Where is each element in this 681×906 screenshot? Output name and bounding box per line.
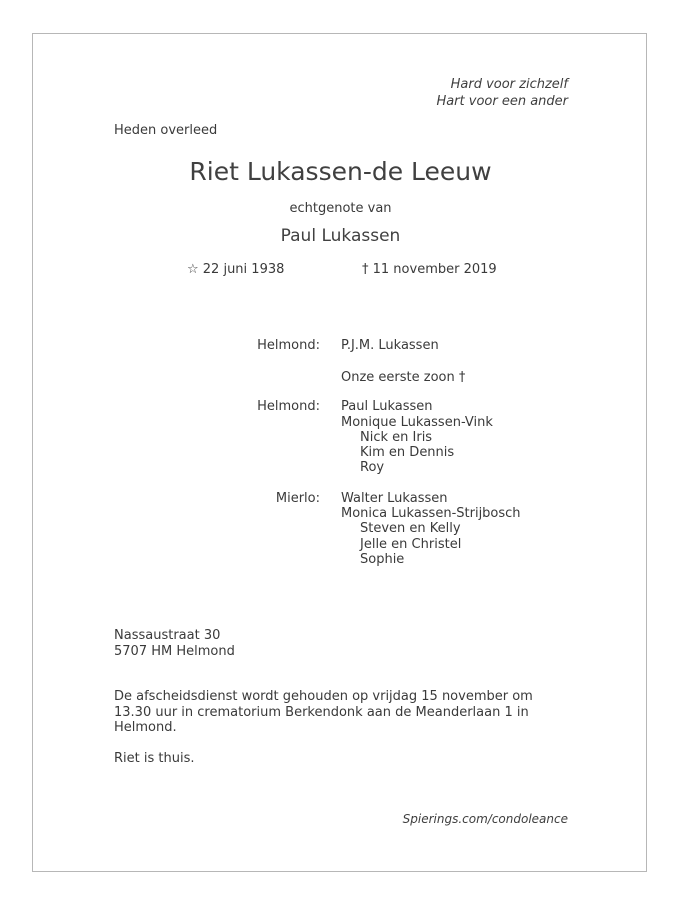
family-member: Monique Lukassen-Vink — [341, 415, 493, 430]
motto-line-1: Hard voor zichzelf — [450, 77, 568, 92]
deceased-name: Riet Lukassen-de Leeuw — [189, 157, 492, 186]
motto-line-2: Hart voor een ander — [436, 94, 568, 109]
spouse-name: Paul Lukassen — [280, 226, 401, 246]
intro-text: Heden overleed — [114, 123, 218, 138]
family-place: Helmond: — [257, 399, 320, 414]
family-member: Paul Lukassen — [341, 399, 433, 414]
family-place: Helmond: — [257, 338, 320, 353]
home-text: Riet is thuis. — [114, 751, 195, 766]
service-text: De afscheidsdienst wordt gehouden op vrijdag 15 november om 13.30 uur in crematorium Berkendonk aan de Meanderlaan 1 in Helmond. — [114, 689, 533, 735]
family-member: Walter Lukassen — [341, 491, 448, 506]
grandchild: Jelle en Christel — [360, 537, 462, 552]
death-date: † 11 november 2019 — [362, 262, 497, 277]
family-place: Mierlo: — [275, 491, 320, 506]
family-member: Monica Lukassen-Strijbosch — [341, 506, 521, 521]
grandchild: Sophie — [360, 552, 405, 567]
family-note: Onze eerste zoon † — [341, 370, 466, 385]
grandchild: Steven en Kelly — [360, 521, 461, 536]
condolence-website: Spierings.com/condoleance — [402, 812, 568, 826]
grandchild: Nick en Iris — [360, 430, 433, 445]
grandchild: Roy — [360, 460, 385, 475]
address-city: 5707 HM Helmond — [114, 644, 235, 659]
address-street: Nassaustraat 30 — [114, 628, 221, 643]
spouse-intro: echtgenote van — [289, 201, 392, 216]
family-member: P.J.M. Lukassen — [341, 338, 439, 353]
birth-date: ☆ 22 juni 1938 — [187, 262, 285, 277]
grandchild: Kim en Dennis — [360, 445, 455, 460]
